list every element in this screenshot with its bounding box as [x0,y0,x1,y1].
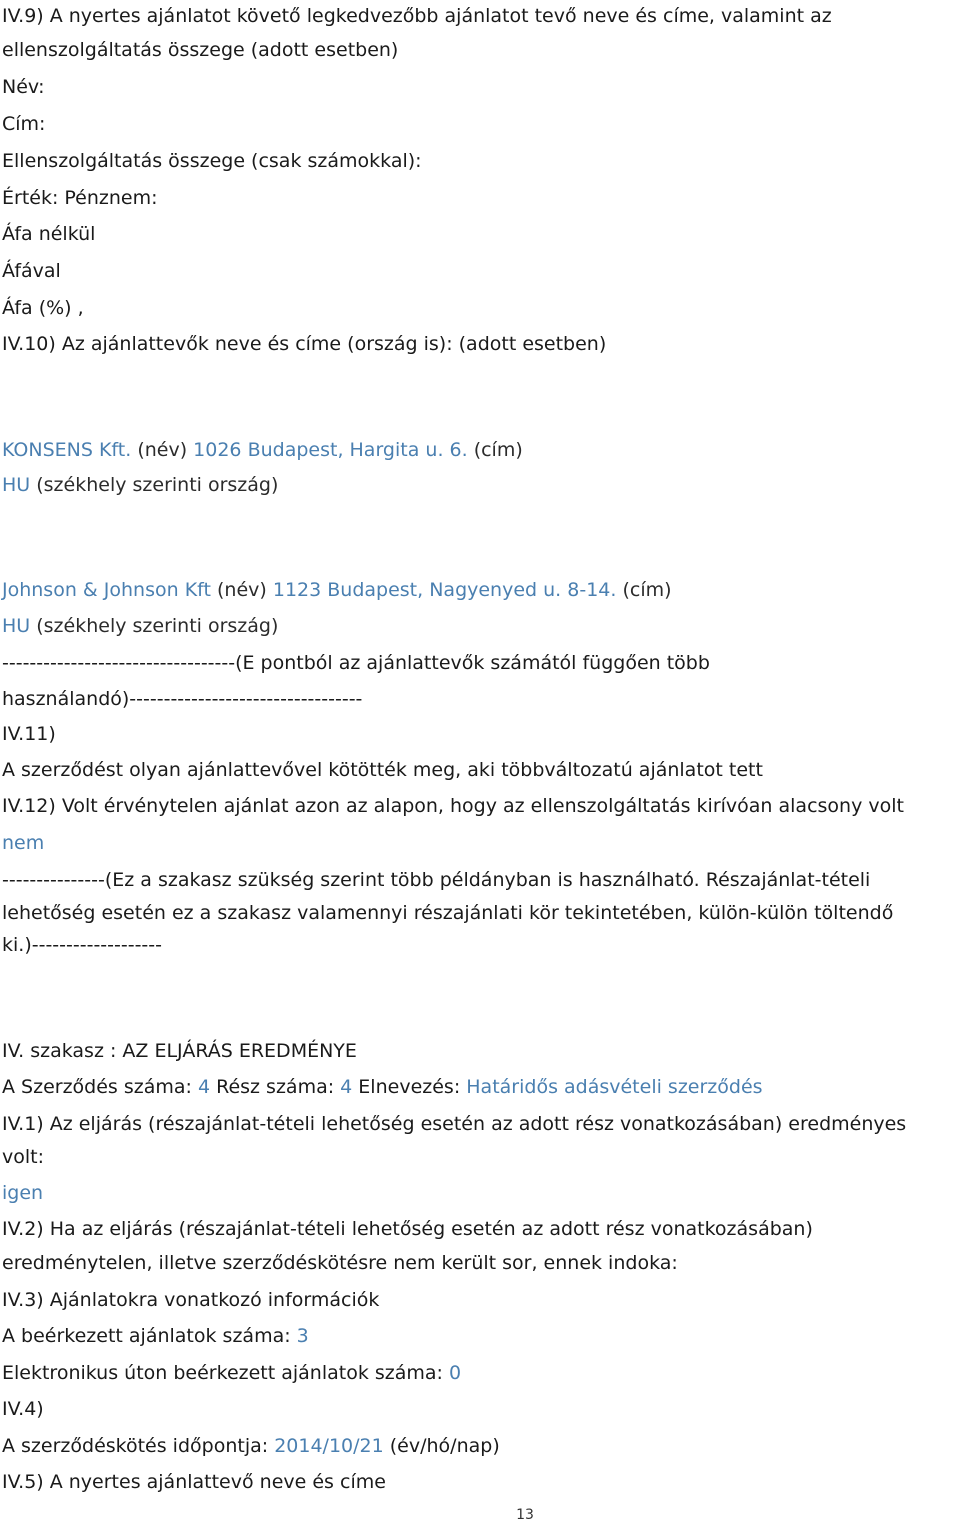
field-ellenszolgaltatas: Ellenszolgáltatás összege (csak számokkal): [2,150,422,172]
bidder-1-name-address-line [2,437,523,463]
received-bids-count: 3 [296,1325,309,1347]
field-cim: Cím: [2,113,46,135]
question-iv1-value: igen [2,1182,44,1204]
section-iv10-heading: IV.10) Az ajánlattevők neve és címe (ország is): (adott esetben) [2,333,607,355]
bidder-2-country: HU [2,615,31,637]
bidder-2-name: Johnson & Johnson Kft [2,579,211,601]
section-iv12-value: nem [2,832,45,854]
bidder-1-country-label: (székhely szerinti ország) [30,474,279,496]
field-afaval: Áfával [2,260,61,282]
section-iv12-note-line1: ---------------(Ez a szakasz szükség szerint több példányban is használható. Részajánlat-tételi [2,869,871,891]
contract-name-label: Elnevezés: [352,1076,467,1098]
section-iv12-note-line2: lehetőség esetén ez a szakasz valamennyi részajánlati kör tekintetében, külön-külön töltendő [2,902,894,924]
field-afa-nelkul: Áfa nélkül [2,223,96,245]
bidder-2-country-label: (székhely szerinti ország) [30,615,279,637]
question-iv4: IV.4) [2,1398,44,1420]
field-afa-percent: Áfa (%) , [2,297,84,319]
contract-name: Határidős adásvételi szerződés [466,1076,763,1098]
question-iv2-line1: IV.2) Ha az eljárás (részajánlat-tételi lehetőség esetén az adott rész vonatkozásában) [2,1218,813,1240]
bidder-2-address-label: (cím) [616,579,672,601]
part-number-label: Rész száma: [210,1076,341,1098]
bidder-1-address: 1026 Budapest, Hargita u. 6. [193,439,468,461]
question-iv2-line2: eredménytelen, illetve szerződéskötésre nem került sor, ennek indoka: [2,1252,678,1274]
received-bids-line [2,1323,309,1349]
section-iv9-heading-line2: ellenszolgáltatás összege (adott esetben) [2,39,399,61]
section-iv12-note-line3: ki.)------------------- [2,934,162,956]
section-iv11-label: IV.11) [2,723,56,745]
part-number: 4 [340,1076,353,1098]
contract-date: 2014/10/21 [274,1435,384,1457]
field-ertek-penznem: Érték: Pénznem: [2,187,158,209]
bidder-1-address-label: (cím) [467,439,523,461]
bidder-2-country-line [2,613,278,639]
electronic-bids-line [2,1360,461,1386]
bidder-1-name: KONSENS Kft. [2,439,132,461]
bidder-2-name-label: (név) [210,579,273,601]
contract-number: 4 [197,1076,211,1098]
bidder-1-country-line [2,472,278,498]
contract-date-line [2,1433,500,1459]
electronic-bids-label: Elektronikus úton beérkezett ajánlatok száma: [2,1362,449,1384]
question-iv1-line2: volt: [2,1146,44,1168]
section-iv9-heading-line1: IV.9) A nyertes ajánlatot követő legkedvezőbb ajánlatot tevő neve és címe, valamint az [2,5,832,27]
contract-info-line [2,1074,763,1100]
bidder-2-name-address-line [2,577,672,603]
section-iv-title: IV. szakasz : AZ ELJÁRÁS EREDMÉNYE [2,1040,357,1062]
question-iv1-line1: IV.1) Az eljárás (részajánlat-tételi lehetőség esetén az adott rész vonatkozásában) eredményes [2,1113,907,1135]
question-iv5: IV.5) A nyertes ajánlattevő neve és címe [2,1471,386,1493]
section-iv11-text: A szerződést olyan ajánlattevővel kötötték meg, aki többváltozatú ajánlatot tett [2,759,763,781]
section-iv12-label: IV.12) Volt érvénytelen ajánlat azon az alapon, hogy az ellenszolgáltatás kirívóan alacsony volt [2,795,904,817]
bidder-1-country: HU [2,474,31,496]
field-nev: Név: [2,76,45,98]
received-bids-label: A beérkezett ajánlatok száma: [2,1325,297,1347]
section-iv10-note-line1: ----------------------------------(E pontból az ajánlattevők számától függően több [2,652,710,674]
contract-number-label: A Szerződés száma: [2,1076,198,1098]
contract-date-format: (év/hó/nap) [383,1435,500,1457]
electronic-bids-count: 0 [448,1362,462,1384]
contract-date-label: A szerződéskötés időpontja: [2,1435,275,1457]
question-iv3: IV.3) Ajánlatokra vonatkozó információk [2,1289,380,1311]
bidder-1-name-label: (név) [131,439,194,461]
page-number: 13 [516,1507,534,1523]
section-iv10-note-line2: használandó)---------------------------------- [2,688,363,710]
bidder-2-address: 1123 Budapest, Nagyenyed u. 8-14. [272,579,617,601]
